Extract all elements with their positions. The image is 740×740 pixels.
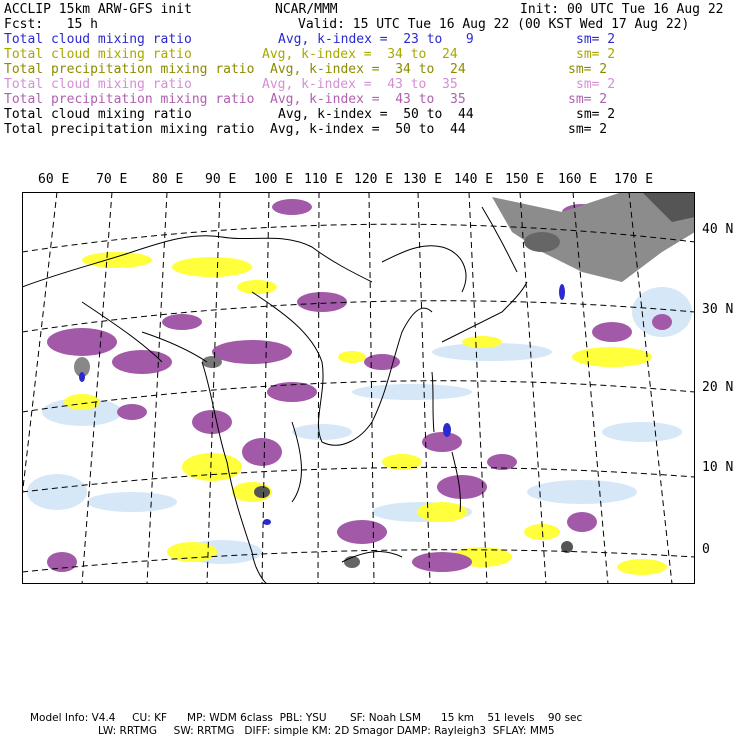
legend-avg: Avg, k-index = 34 to 24 [262,47,458,62]
lat-label: 10 N [702,460,734,475]
legend-avg: Avg, k-index = 50 to 44 [278,107,474,122]
legend-label: Total cloud mixing ratio [4,47,192,62]
legend-sm: sm= 2 [568,92,608,107]
legend-label: Total cloud mixing ratio [4,77,192,92]
init-time: Init: 00 UTC Tue 16 Aug 22 [520,2,724,17]
legend-avg: Avg, k-index = 43 to 35 [270,92,466,107]
lon-label: 80 E [152,172,184,187]
lon-label: 120 E [354,172,394,187]
legend-label: Total cloud mixing ratio [4,32,192,47]
legend-avg: Avg, k-index = 43 to 35 [262,77,458,92]
lat-label: 0 [702,542,710,557]
model-title: ACCLIP 15km ARW-GFS init [4,2,192,17]
forecast-map [22,192,695,584]
legend-label: Total precipitation mixing ratio [4,122,255,137]
lat-label: 40 N [702,222,734,237]
legend-avg: Avg, k-index = 23 to 9 [278,32,474,47]
lat-label: 30 N [702,302,734,317]
legend-label: Total precipitation mixing ratio [4,92,255,107]
legend-sm: sm= 2 [576,77,616,92]
legend-label: Total cloud mixing ratio [4,107,192,122]
legend-sm: sm= 2 [576,32,616,47]
lon-label: 70 E [96,172,128,187]
lon-label: 110 E [304,172,344,187]
legend-sm: sm= 2 [568,62,608,77]
lat-label: 20 N [702,380,734,395]
lon-label: 170 E [614,172,654,187]
legend-sm: sm= 2 [576,47,616,62]
valid-time: Valid: 15 UTC Tue 16 Aug 22 (00 KST Wed 17 Aug 22) [298,17,690,32]
model-info-line2: LW: RRTMG SW: RRTMG DIFF: simple KM: 2D Smagor DAMP: Rayleigh3 SFLAY: MM5 [98,725,555,737]
forecast-hour: Fcst: 15 h [4,17,98,32]
legend-avg: Avg, k-index = 34 to 24 [270,62,466,77]
lon-label: 140 E [454,172,494,187]
legend-avg: Avg, k-index = 50 to 44 [270,122,466,137]
legend-sm: sm= 2 [568,122,608,137]
org-label: NCAR/MMM [275,2,338,17]
lon-label: 100 E [254,172,294,187]
legend-sm: sm= 2 [576,107,616,122]
legend-label: Total precipitation mixing ratio [4,62,255,77]
lon-label: 90 E [205,172,237,187]
lon-label: 150 E [505,172,545,187]
model-info-line1: Model Info: V4.4 CU: KF MP: WDM 6class PBL: YSU SF: Noah LSM 15 km 51 levels 90 sec [30,712,583,724]
lon-label: 160 E [558,172,598,187]
lon-label: 130 E [403,172,443,187]
lon-label: 60 E [38,172,70,187]
